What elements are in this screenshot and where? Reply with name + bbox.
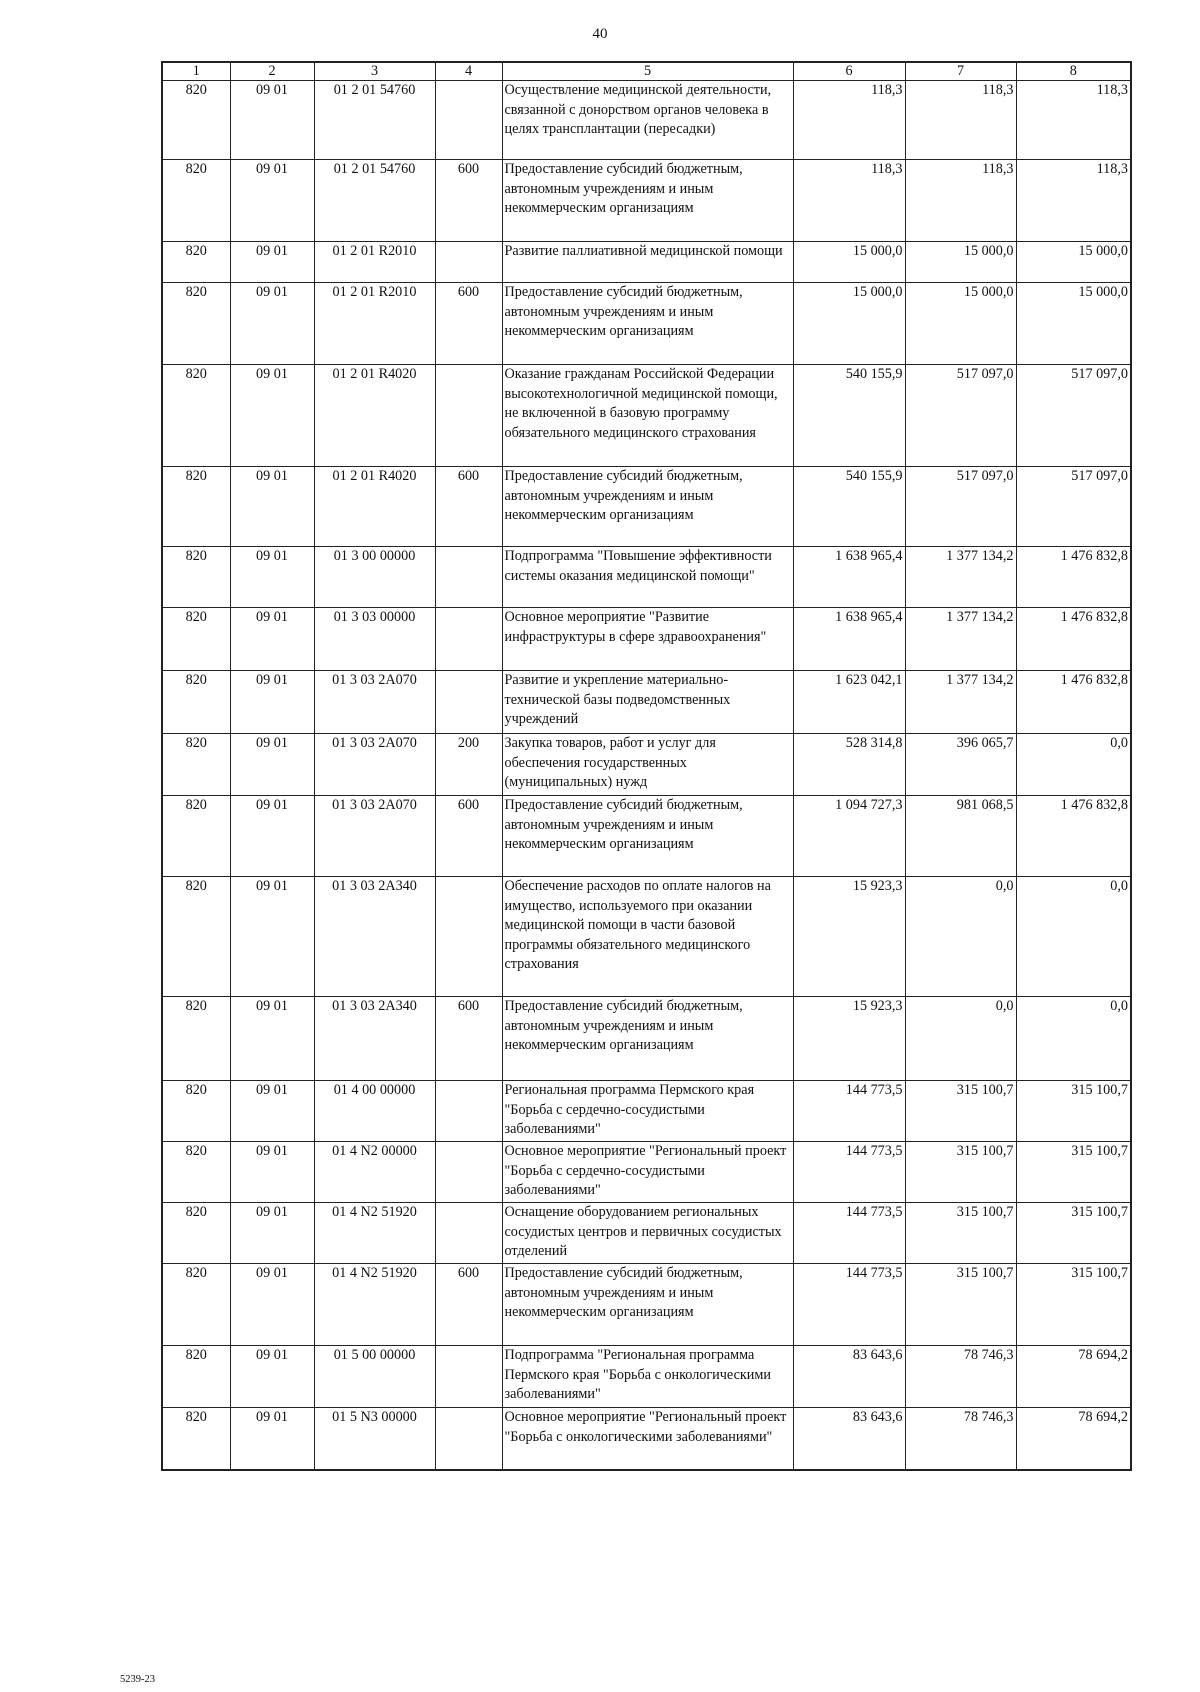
header-col-1: 1: [162, 62, 230, 81]
table-row: [162, 1346, 1131, 1408]
target-article-cell: 01 5 N3 00000: [314, 1408, 435, 1470]
section-code-cell: 09 01: [230, 734, 314, 796]
ministry-code-cell: 820: [162, 547, 230, 608]
expense-type-cell: 600: [435, 796, 502, 877]
description-cell: Основное мероприятие "Региональный проект "Борьба с сердечно-сосудистыми заболеваниями": [502, 1142, 793, 1203]
expense-type-cell: [435, 1408, 502, 1470]
amount-col8-cell: 1 476 832,8: [1016, 547, 1131, 608]
ministry-code-cell: 820: [162, 365, 230, 467]
amount-col8-cell: 78 694,2: [1016, 1408, 1131, 1470]
amount-col7-cell: 118,3: [905, 81, 1016, 160]
section-code-cell: 09 01: [230, 242, 314, 283]
amount-col8-cell: 1 476 832,8: [1016, 608, 1131, 671]
expense-type-cell: 600: [435, 467, 502, 547]
section-code-cell: 09 01: [230, 547, 314, 608]
amount-col8-cell: 0,0: [1016, 997, 1131, 1081]
target-article-cell: 01 4 00 00000: [314, 1081, 435, 1142]
amount-col6-cell: 1 094 727,3: [793, 796, 905, 877]
document-code: 5239-23: [120, 1674, 155, 1685]
table-row: [162, 877, 1131, 997]
amount-col7-cell: 1 377 134,2: [905, 547, 1016, 608]
expense-type-cell: [435, 365, 502, 467]
section-code-cell: 09 01: [230, 365, 314, 467]
expense-type-cell: [435, 547, 502, 608]
ministry-code-cell: 820: [162, 160, 230, 242]
table-row: [162, 467, 1131, 547]
section-code-cell: 09 01: [230, 1264, 314, 1346]
section-code-cell: 09 01: [230, 1346, 314, 1408]
table-row: [162, 242, 1131, 283]
table-row: [162, 997, 1131, 1081]
amount-col6-cell: 83 643,6: [793, 1408, 905, 1470]
table-row: [162, 1264, 1131, 1346]
description-cell: Подпрограмма "Повышение эффективности системы оказания медицинской помощи": [502, 547, 793, 608]
target-article-cell: 01 2 01 R2010: [314, 242, 435, 283]
ministry-code-cell: 820: [162, 1081, 230, 1142]
target-article-cell: 01 2 01 54760: [314, 81, 435, 160]
section-code-cell: 09 01: [230, 671, 314, 734]
ministry-code-cell: 820: [162, 1408, 230, 1470]
amount-col7-cell: 1 377 134,2: [905, 671, 1016, 734]
table-row: [162, 1203, 1131, 1264]
table-row: [162, 1081, 1131, 1142]
target-article-cell: 01 3 03 2А070: [314, 796, 435, 877]
target-article-cell: 01 3 03 2А340: [314, 997, 435, 1081]
target-article-cell: 01 2 01 54760: [314, 160, 435, 242]
amount-col7-cell: 517 097,0: [905, 467, 1016, 547]
target-article-cell: 01 5 00 00000: [314, 1346, 435, 1408]
ministry-code-cell: 820: [162, 1264, 230, 1346]
amount-col7-cell: 315 100,7: [905, 1203, 1016, 1264]
amount-col8-cell: 315 100,7: [1016, 1081, 1131, 1142]
description-cell: Обеспечение расходов по оплате налогов на имущество, используемого при оказании медицинской помощи в части базовой программы обязательного медицинского страхования: [502, 877, 793, 997]
target-article-cell: 01 4 N2 51920: [314, 1264, 435, 1346]
description-cell: Предоставление субсидий бюджетным, автономным учреждениям и иным некоммерческим организациям: [502, 997, 793, 1081]
amount-col8-cell: 1 476 832,8: [1016, 796, 1131, 877]
target-article-cell: 01 4 N2 51920: [314, 1203, 435, 1264]
amount-col7-cell: 78 746,3: [905, 1408, 1016, 1470]
amount-col7-cell: 15 000,0: [905, 283, 1016, 365]
description-cell: Развитие паллиативной медицинской помощи: [502, 242, 793, 283]
amount-col7-cell: 78 746,3: [905, 1346, 1016, 1408]
target-article-cell: 01 3 03 2А070: [314, 734, 435, 796]
amount-col7-cell: 981 068,5: [905, 796, 1016, 877]
table-row: [162, 734, 1131, 796]
expense-type-cell: [435, 81, 502, 160]
amount-col8-cell: 1 476 832,8: [1016, 671, 1131, 734]
ministry-code-cell: 820: [162, 796, 230, 877]
description-cell: Развитие и укрепление материально-технической базы подведомственных учреждений: [502, 671, 793, 734]
expense-type-cell: 600: [435, 160, 502, 242]
header-col-5: 5: [502, 62, 793, 81]
target-article-cell: 01 3 03 2А070: [314, 671, 435, 734]
amount-col8-cell: 0,0: [1016, 734, 1131, 796]
ministry-code-cell: 820: [162, 1142, 230, 1203]
ministry-code-cell: 820: [162, 671, 230, 734]
table-row: [162, 796, 1131, 877]
ministry-code-cell: 820: [162, 608, 230, 671]
expense-type-cell: [435, 671, 502, 734]
amount-col7-cell: 315 100,7: [905, 1142, 1016, 1203]
amount-col7-cell: 15 000,0: [905, 242, 1016, 283]
amount-col7-cell: 0,0: [905, 877, 1016, 997]
description-cell: Предоставление субсидий бюджетным, автономным учреждениям и иным некоммерческим организациям: [502, 796, 793, 877]
amount-col6-cell: 144 773,5: [793, 1203, 905, 1264]
amount-col8-cell: 517 097,0: [1016, 365, 1131, 467]
description-cell: Предоставление субсидий бюджетным, автономным учреждениям и иным некоммерческим организациям: [502, 1264, 793, 1346]
header-col-3: 3: [314, 62, 435, 81]
table-row: [162, 1142, 1131, 1203]
section-code-cell: 09 01: [230, 283, 314, 365]
description-cell: Оснащение оборудованием региональных сосудистых центров и первичных сосудистых отделений: [502, 1203, 793, 1264]
amount-col6-cell: 118,3: [793, 81, 905, 160]
table-header-row: [162, 62, 1131, 81]
amount-col7-cell: 396 065,7: [905, 734, 1016, 796]
ministry-code-cell: 820: [162, 1203, 230, 1264]
section-code-cell: 09 01: [230, 1081, 314, 1142]
ministry-code-cell: 820: [162, 467, 230, 547]
section-code-cell: 09 01: [230, 1142, 314, 1203]
amount-col6-cell: 540 155,9: [793, 467, 905, 547]
table-row: [162, 608, 1131, 671]
ministry-code-cell: 820: [162, 877, 230, 997]
description-cell: Подпрограмма "Региональная программа Пермского края "Борьба с онкологическими заболеваниями": [502, 1346, 793, 1408]
budget-table: [161, 61, 1132, 1471]
description-cell: Предоставление субсидий бюджетным, автономным учреждениям и иным некоммерческим организациям: [502, 467, 793, 547]
amount-col6-cell: 15 000,0: [793, 283, 905, 365]
expense-type-cell: 600: [435, 997, 502, 1081]
expense-type-cell: 200: [435, 734, 502, 796]
header-col-6: 6: [793, 62, 905, 81]
target-article-cell: 01 3 03 00000: [314, 608, 435, 671]
amount-col7-cell: 0,0: [905, 997, 1016, 1081]
ministry-code-cell: 820: [162, 81, 230, 160]
ministry-code-cell: 820: [162, 1346, 230, 1408]
amount-col6-cell: 118,3: [793, 160, 905, 242]
target-article-cell: 01 2 01 R4020: [314, 365, 435, 467]
table-row: [162, 671, 1131, 734]
description-cell: Осуществление медицинской деятельности, связанной с донорством органов человека в целях трансплантации (пересадки): [502, 81, 793, 160]
amount-col8-cell: 315 100,7: [1016, 1142, 1131, 1203]
amount-col8-cell: 315 100,7: [1016, 1203, 1131, 1264]
table-row: [162, 160, 1131, 242]
amount-col6-cell: 144 773,5: [793, 1264, 905, 1346]
table-row: [162, 81, 1131, 160]
amount-col8-cell: 517 097,0: [1016, 467, 1131, 547]
description-cell: Оказание гражданам Российской Федерации высокотехнологичной медицинской помощи, не включенной в базовую программу обязательного медицинского страхования: [502, 365, 793, 467]
expense-type-cell: [435, 1203, 502, 1264]
ministry-code-cell: 820: [162, 242, 230, 283]
amount-col8-cell: 78 694,2: [1016, 1346, 1131, 1408]
amount-col7-cell: 1 377 134,2: [905, 608, 1016, 671]
amount-col6-cell: 144 773,5: [793, 1142, 905, 1203]
page-number: 40: [592, 26, 608, 42]
ministry-code-cell: 820: [162, 283, 230, 365]
amount-col8-cell: 15 000,0: [1016, 242, 1131, 283]
ministry-code-cell: 820: [162, 997, 230, 1081]
description-cell: Региональная программа Пермского края "Борьба с сердечно-сосудистыми заболеваниями": [502, 1081, 793, 1142]
description-cell: Закупка товаров, работ и услуг для обеспечения государственных (муниципальных) нужд: [502, 734, 793, 796]
amount-col6-cell: 15 923,3: [793, 877, 905, 997]
description-cell: Предоставление субсидий бюджетным, автономным учреждениям и иным некоммерческим организациям: [502, 283, 793, 365]
amount-col7-cell: 315 100,7: [905, 1081, 1016, 1142]
table-row: [162, 547, 1131, 608]
ministry-code-cell: 820: [162, 734, 230, 796]
header-col-4: 4: [435, 62, 502, 81]
amount-col6-cell: 1 638 965,4: [793, 547, 905, 608]
target-article-cell: 01 2 01 R4020: [314, 467, 435, 547]
amount-col6-cell: 15 000,0: [793, 242, 905, 283]
section-code-cell: 09 01: [230, 997, 314, 1081]
description-cell: Основное мероприятие "Региональный проект "Борьба с онкологическими заболеваниями": [502, 1408, 793, 1470]
header-col-8: 8: [1016, 62, 1131, 81]
amount-col7-cell: 315 100,7: [905, 1264, 1016, 1346]
amount-col7-cell: 118,3: [905, 160, 1016, 242]
amount-col6-cell: 528 314,8: [793, 734, 905, 796]
amount-col8-cell: 0,0: [1016, 877, 1131, 997]
amount-col6-cell: 1 623 042,1: [793, 671, 905, 734]
expense-type-cell: [435, 1081, 502, 1142]
section-code-cell: 09 01: [230, 1203, 314, 1264]
target-article-cell: 01 3 03 2А340: [314, 877, 435, 997]
expense-type-cell: 600: [435, 283, 502, 365]
target-article-cell: 01 2 01 R2010: [314, 283, 435, 365]
table-row: [162, 1408, 1131, 1470]
amount-col7-cell: 517 097,0: [905, 365, 1016, 467]
section-code-cell: 09 01: [230, 160, 314, 242]
header-col-7: 7: [905, 62, 1016, 81]
header-col-2: 2: [230, 62, 314, 81]
amount-col6-cell: 15 923,3: [793, 997, 905, 1081]
section-code-cell: 09 01: [230, 877, 314, 997]
description-cell: Основное мероприятие "Развитие инфраструктуры в сфере здравоохранения": [502, 608, 793, 671]
expense-type-cell: 600: [435, 1264, 502, 1346]
amount-col6-cell: 144 773,5: [793, 1081, 905, 1142]
amount-col8-cell: 118,3: [1016, 81, 1131, 160]
description-cell: Предоставление субсидий бюджетным, автономным учреждениям и иным некоммерческим организациям: [502, 160, 793, 242]
table-row: [162, 365, 1131, 467]
expense-type-cell: [435, 877, 502, 997]
section-code-cell: 09 01: [230, 467, 314, 547]
expense-type-cell: [435, 1142, 502, 1203]
target-article-cell: 01 3 00 00000: [314, 547, 435, 608]
target-article-cell: 01 4 N2 00000: [314, 1142, 435, 1203]
amount-col6-cell: 540 155,9: [793, 365, 905, 467]
amount-col8-cell: 315 100,7: [1016, 1264, 1131, 1346]
expense-type-cell: [435, 1346, 502, 1408]
section-code-cell: 09 01: [230, 1408, 314, 1470]
table-row: [162, 283, 1131, 365]
section-code-cell: 09 01: [230, 81, 314, 160]
amount-col6-cell: 83 643,6: [793, 1346, 905, 1408]
amount-col8-cell: 15 000,0: [1016, 283, 1131, 365]
expense-type-cell: [435, 242, 502, 283]
section-code-cell: 09 01: [230, 608, 314, 671]
amount-col8-cell: 118,3: [1016, 160, 1131, 242]
amount-col6-cell: 1 638 965,4: [793, 608, 905, 671]
expense-type-cell: [435, 608, 502, 671]
section-code-cell: 09 01: [230, 796, 314, 877]
